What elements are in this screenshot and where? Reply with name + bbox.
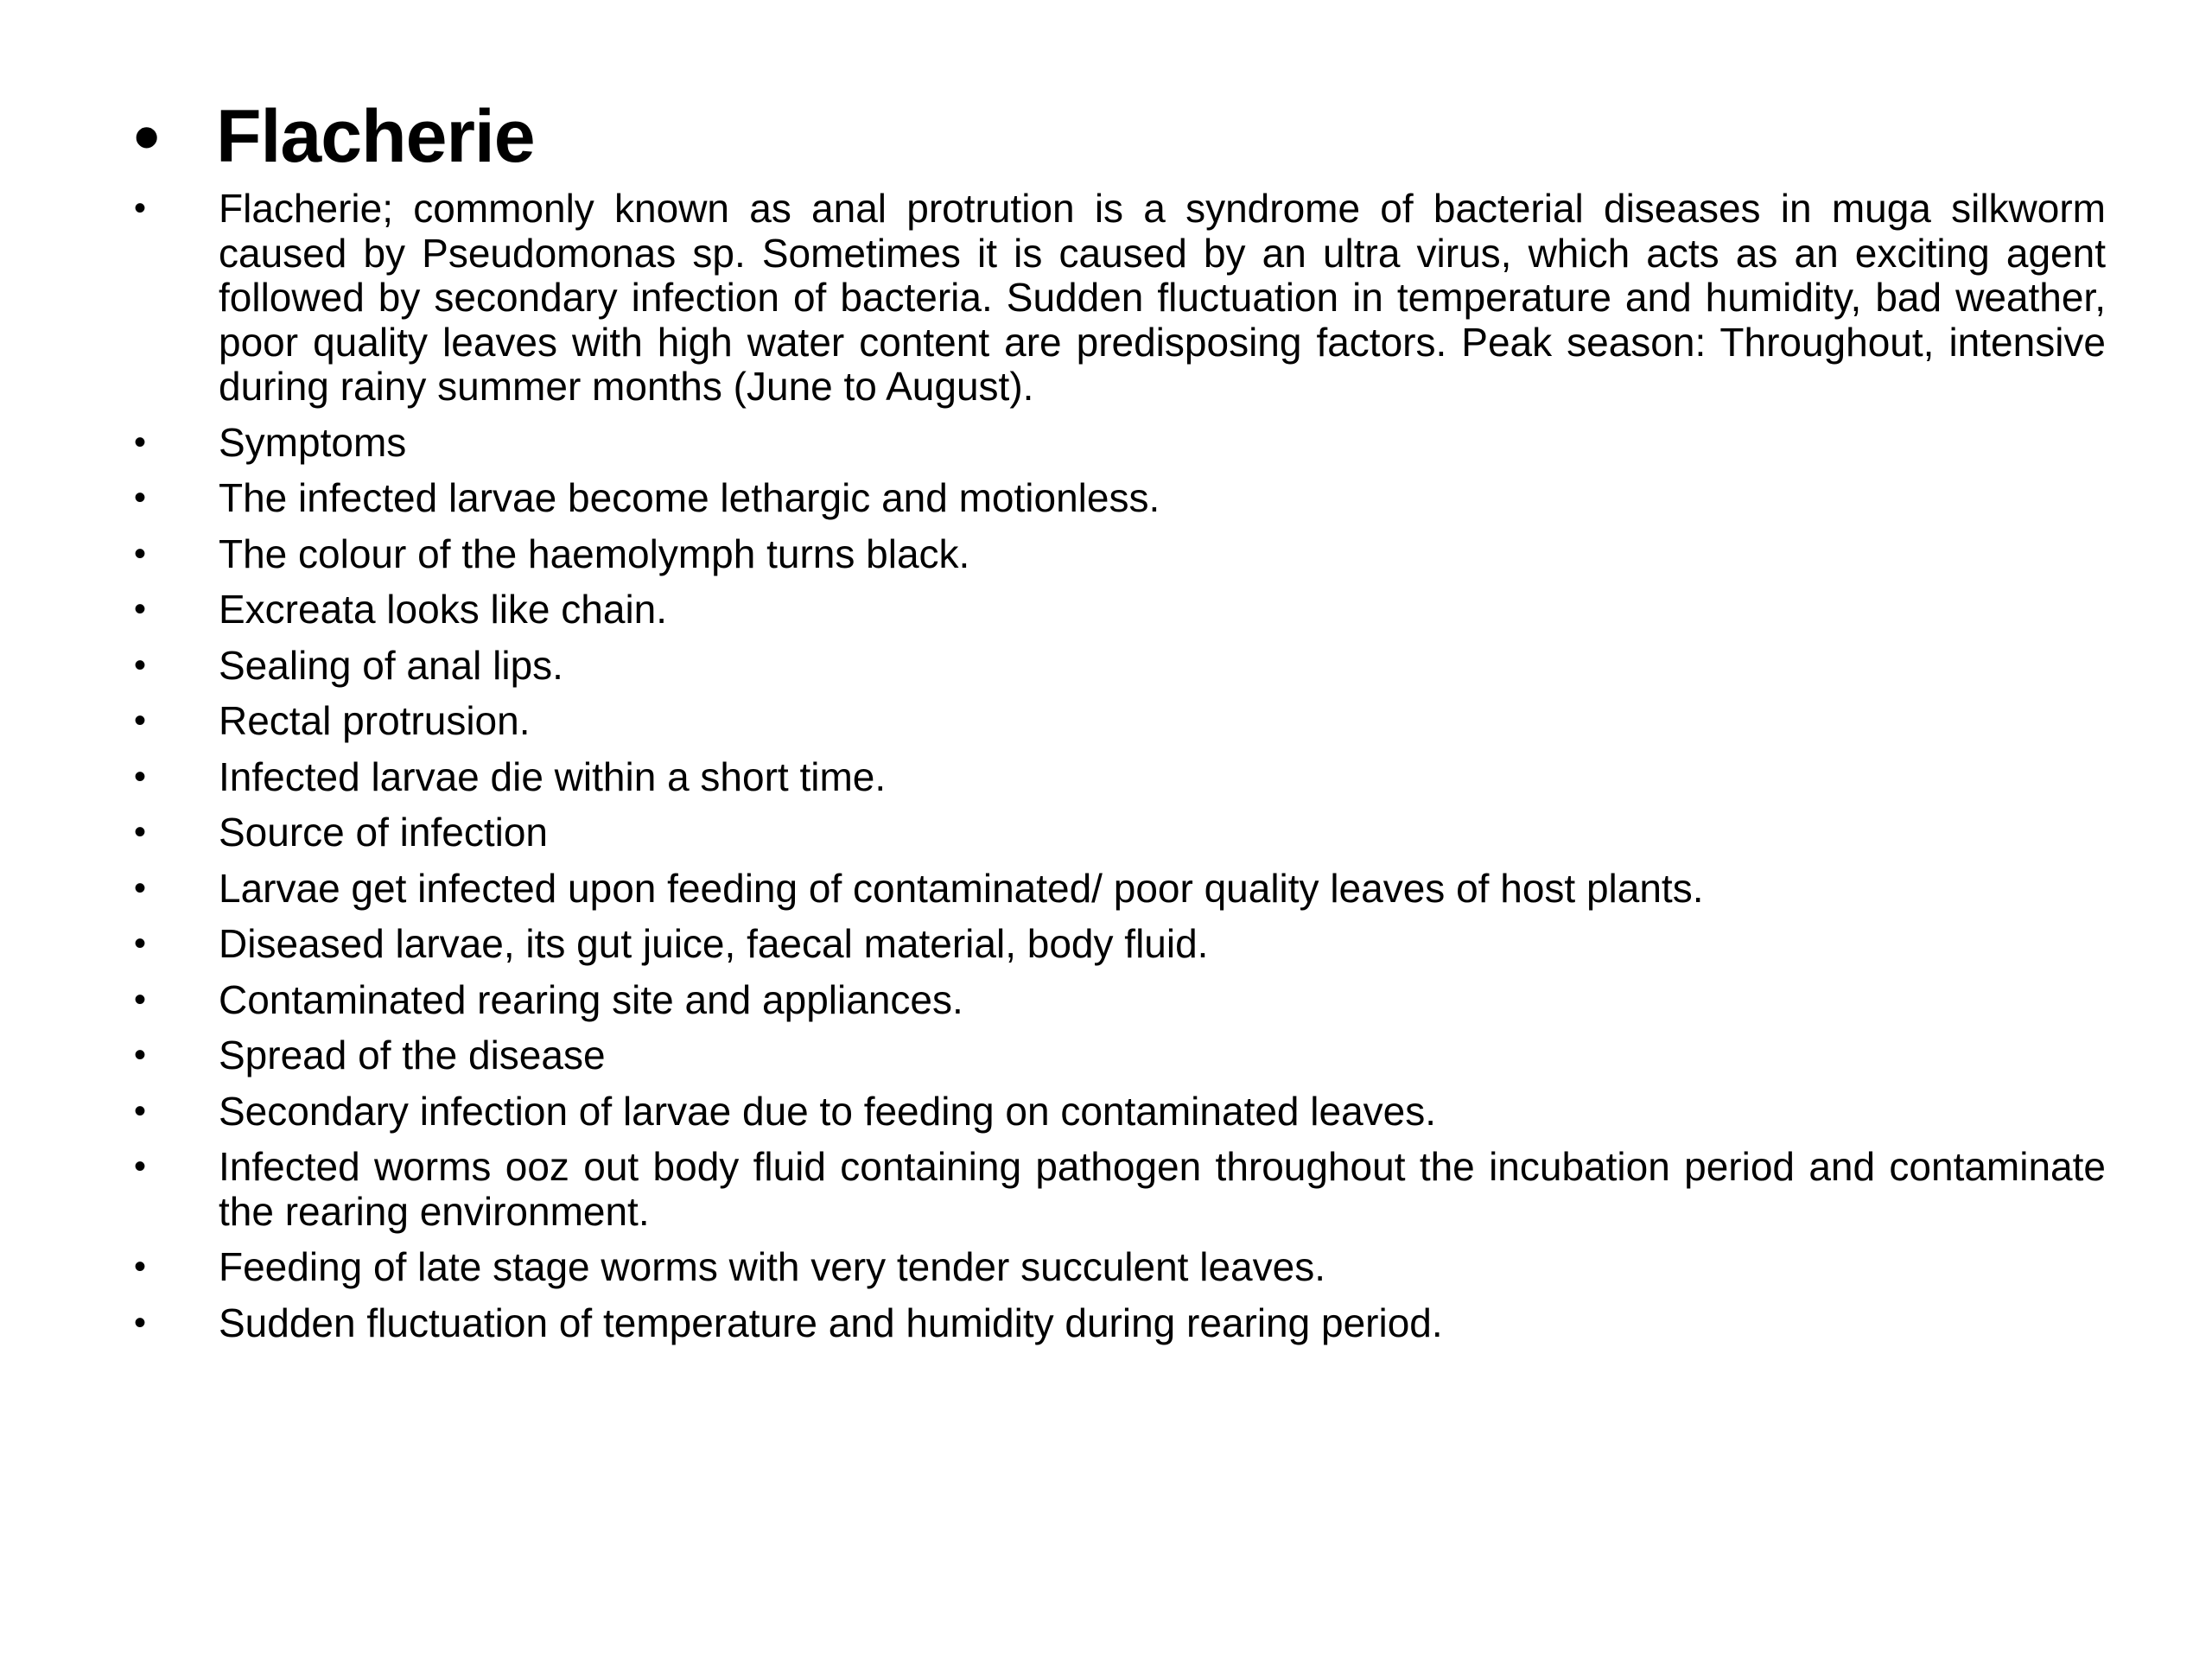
bullet-item bbox=[134, 476, 2106, 521]
bullet-item bbox=[134, 588, 2106, 632]
slide-title: Flacherie bbox=[216, 95, 535, 178]
bullet-icon: • bbox=[134, 1036, 147, 1074]
bullet-icon: • bbox=[134, 1091, 147, 1130]
bullet-item-spread-heading bbox=[134, 1033, 2106, 1078]
bullet-item bbox=[134, 1145, 2106, 1234]
bullet-item-source-heading bbox=[134, 810, 2106, 855]
bullet-icon: • bbox=[134, 868, 147, 907]
bullet-item bbox=[134, 922, 2106, 967]
bullet-item bbox=[134, 755, 2106, 800]
bullet-text: Symptoms bbox=[219, 419, 407, 465]
bullet-item-symptoms-heading bbox=[134, 421, 2106, 466]
bullet-icon: • bbox=[134, 1147, 147, 1185]
bullet-icon: • bbox=[134, 590, 147, 628]
bullet-item bbox=[134, 1301, 2106, 1346]
bullet-item-description bbox=[134, 187, 2106, 410]
bullet-item bbox=[134, 644, 2106, 689]
bullet-text: Diseased larvae, its gut juice, faecal material, body fluid. bbox=[219, 921, 1209, 966]
bullet-item bbox=[134, 978, 2106, 1023]
bullet-icon: • bbox=[134, 534, 147, 573]
bullet-text: Spread of the disease bbox=[219, 1033, 606, 1077]
bullet-text: Sealing of anal lips. bbox=[219, 642, 563, 688]
bullet-icon: • bbox=[134, 1303, 147, 1342]
bullet-text: Sudden fluctuation of temperature and humidity during rearing period. bbox=[219, 1300, 1443, 1345]
bullet-text: Infected larvae die within a short time. bbox=[219, 753, 887, 799]
title-bullet-icon: • bbox=[134, 96, 160, 177]
bullet-item bbox=[134, 1090, 2106, 1135]
bullet-text: Contaminated rearing site and appliances. bbox=[219, 976, 963, 1022]
bullet-list bbox=[134, 187, 2106, 1357]
bullet-icon: • bbox=[134, 189, 147, 227]
bullet-text: Excreata looks like chain. bbox=[219, 587, 668, 632]
bullet-item bbox=[134, 1245, 2106, 1290]
bullet-icon: • bbox=[134, 645, 147, 684]
bullet-item bbox=[134, 699, 2106, 744]
bullet-icon: • bbox=[134, 423, 147, 461]
bullet-text: Source of infection bbox=[219, 810, 549, 855]
bullet-item bbox=[134, 532, 2106, 577]
bullet-icon: • bbox=[134, 980, 147, 1019]
bullet-item bbox=[134, 867, 2106, 912]
bullet-text: Flacherie; commonly known as anal protrution is a syndrome of bacterial diseases in muga silkworm caused by Pseudomonas sp. Sometimes it is caused by an ultra virus, which acts as an exciting agent followed by secondary infection of bacteria. Sudden fluctuation in temperature and humidity, bad weather, poor quality leaves with high water content are predisposing factors. Peak season: Throughout, intensive during rainy summer months (June to August). bbox=[219, 186, 2106, 409]
slide-title-row bbox=[134, 93, 2104, 180]
bullet-icon: • bbox=[134, 813, 147, 851]
bullet-text: The infected larvae become lethargic and motionless. bbox=[219, 475, 1160, 520]
bullet-text: The colour of the haemolymph turns black. bbox=[219, 531, 970, 576]
bullet-text: Infected worms ooz out body fluid containing pathogen throughout the incubation period and contaminate the rearing environment. bbox=[219, 1144, 2106, 1234]
bullet-icon: • bbox=[134, 757, 147, 796]
bullet-text: Feeding of late stage worms with very tender succulent leaves. bbox=[219, 1244, 1325, 1289]
bullet-icon: • bbox=[134, 702, 147, 740]
bullet-icon: • bbox=[134, 479, 147, 517]
bullet-icon: • bbox=[134, 925, 147, 963]
bullet-text: Rectal protrusion. bbox=[219, 698, 531, 743]
bullet-icon: • bbox=[134, 1248, 147, 1286]
bullet-text: Larvae get infected upon feeding of contaminated/ poor quality leaves of host plants. bbox=[219, 865, 1704, 911]
bullet-text: Secondary infection of larvae due to feeding on contaminated leaves. bbox=[219, 1088, 1437, 1134]
